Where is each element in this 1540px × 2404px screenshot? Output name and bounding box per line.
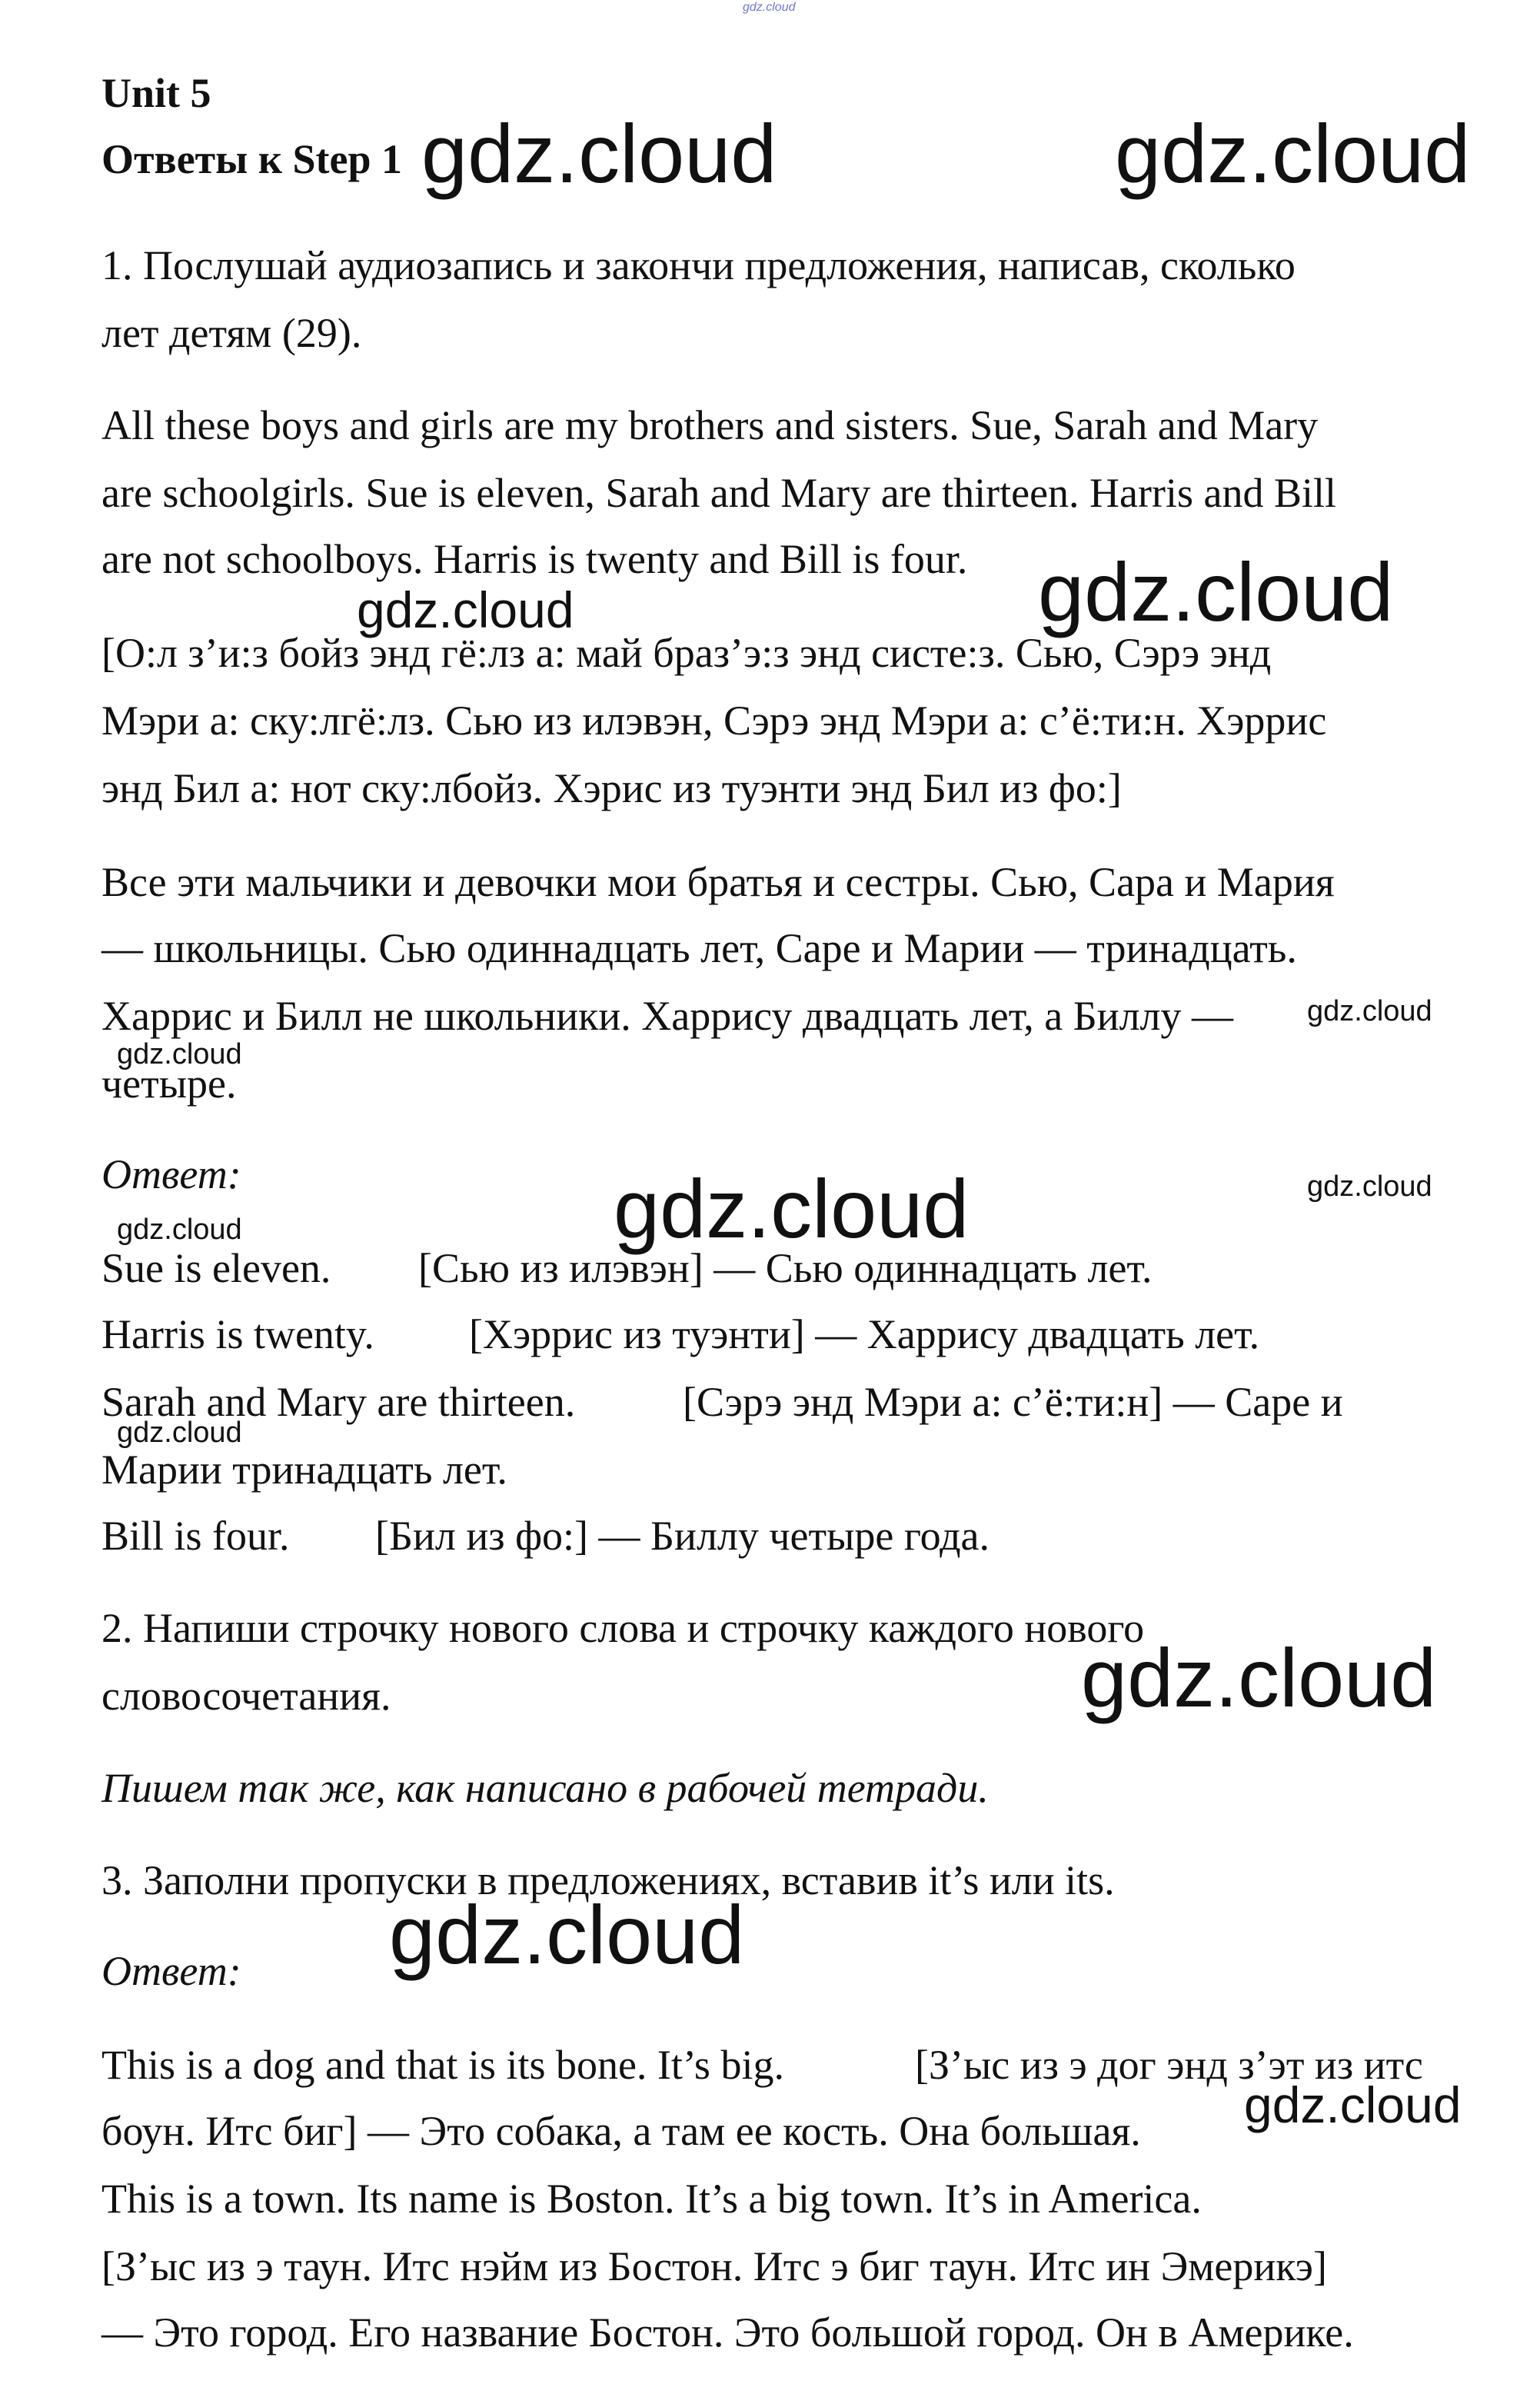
watermark-10: gdz.cloud [117,1417,242,1449]
task1-answer-1-ru: [Сью из илэвэн] — Сью одиннадцать лет. [418,1245,1153,1291]
watermark-7: gdz.cloud [614,1162,970,1255]
watermark-6: gdz.cloud [117,1038,242,1070]
watermark-12: gdz.cloud [389,1888,745,1981]
task1-answer-5-ru: [Бил из фо:] — Биллу четыре года. [375,1513,990,1559]
task1-english-3: are not schoolboys. Harris is twenty and Bill is four. [101,536,968,582]
watermark-13: gdz.cloud [1244,2076,1462,2133]
task3-line-5: — Это город. Его название Бостон. Это большой город. Он в Америке. [101,2309,1354,2356]
watermark-1: gdz.cloud [421,107,777,200]
watermark-4: gdz.cloud [1038,545,1394,638]
watermark-11: gdz.cloud [1081,1631,1437,1724]
task1-answer-2-en: Harris is twenty. [101,1311,374,1357]
task1-answer-3-en: Sarah and Mary are thirteen. [101,1379,576,1425]
task1-transcription-3: энд Бил а: нот ску:лбойз. Хэрис из туэнти энд Бил из фо:] [101,765,1122,811]
task1-line-1: 1. Послушай аудиозапись и закончи предложения, написав, сколько [101,242,1296,288]
task3-answer-label: Ответ: [101,1948,241,1994]
unit-title: Unit 5 [101,70,211,116]
task1-transcription-1: [О:л з’и:з бойз энд гё:лз а: май браз’э:з энд систе:з. Сью, Сэрэ энд [101,630,1272,676]
task2-line-2: словосочетания. [101,1673,391,1719]
task3-line-1-transcription: [З’ыс из э дог энд з’эт из итс [915,2042,1423,2088]
watermark-3: gdz.cloud [357,581,574,638]
watermark-5: gdz.cloud [1307,995,1432,1027]
step-title: Ответы к Step 1 [101,136,402,182]
task1-english-1: All these boys and girls are my brothers and sisters. Sue, Sarah and Mary [101,402,1319,448]
task2-line-1: 2. Напиши строчку нового слова и строчку каждого нового [101,1605,1145,1651]
task3-line-1: This is a dog and that is its bone. It’s big. [101,2042,784,2088]
task1-answer-5-en: Bill is four. [101,1513,290,1559]
task3-title: 3. Заполни пропуски в предложениях, вставив it’s или its. [101,1857,1115,1903]
task1-translation-2: — школьницы. Сью одиннадцать лет, Саре и Марии — тринадцать. [101,925,1297,971]
task1-transcription-2: Мэри а: ску:лгё:лз. Сью из илэвэн, Сэрэ энд Мэри а: с’ё:ти:н. Хэррис [101,698,1327,744]
watermark-2: gdz.cloud [1115,107,1471,200]
task1-translation-4: четыре. [101,1060,237,1107]
task1-answer-label: Ответ: [101,1151,241,1197]
watermark-9: gdz.cloud [117,1214,242,1246]
task3-line-3: This is a town. Its name is Boston. It’s a big town. It’s in America. [101,2176,1202,2222]
task3-line-2: боун. Итс биг] — Это собака, а там ее кость. Она большая. [101,2108,1141,2154]
task1-line-2: лет детям (29). [101,310,362,356]
task1-translation-3: Харрис и Билл не школьники. Харрису двадцать лет, а Биллу — [101,993,1234,1039]
task1-answer-3-ru: [Сэрэ энд Мэри а: с’ё:ти:н] — Саре и [683,1379,1343,1425]
task1-answer-2-ru: [Хэррис из туэнти] — Харрису двадцать лет. [469,1311,1260,1357]
task1-answer-1-en: Sue is eleven. [101,1245,331,1291]
task1-english-2: are schoolgirls. Sue is eleven, Sarah and Mary are thirteen. Harris and Bill [101,470,1336,516]
task1-answer-4-ru: Марии тринадцать лет. [101,1447,507,1493]
watermark-8: gdz.cloud [1307,1170,1432,1203]
task3-line-4: [З’ыс из э таун. Итс нэйм из Бостон. Итс э биг таун. Итс ин Эмерикэ] [101,2243,1327,2289]
task1-translation-1: Все эти мальчики и девочки мои братья и сестры. Сью, Сара и Мария [101,859,1335,905]
task2-note: Пишем так же, как написано в рабочей тетради. [101,1765,989,1811]
top-watermark: gdz.cloud [743,1,796,14]
